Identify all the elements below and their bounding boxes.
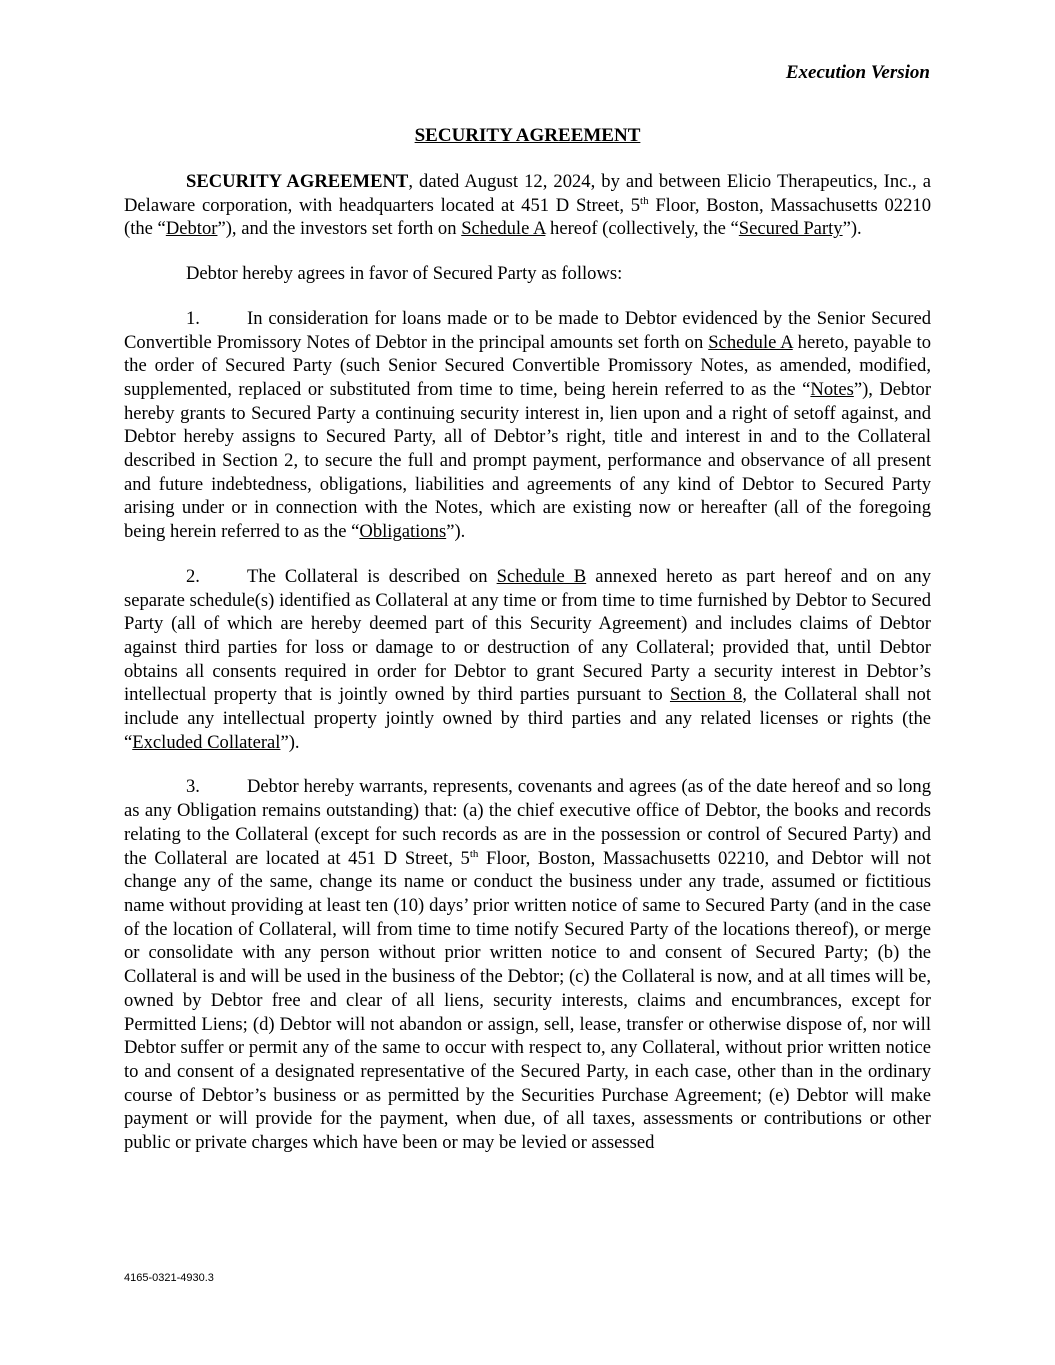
agree-paragraph: Debtor hereby agrees in favor of Secured Party as follows: [186,263,623,285]
s2-text-1: The Collateral is described on [247,565,497,587]
s1-text-1: In consideration for loans made or to be made to Debtor evidenced by the Senior Secured Convertible Promissory Notes of Debtor in the principal amounts set forth on [124,307,931,353]
s3-text-2: Floor, Boston, Massachusetts 02210, and Debtor will not change any of the same, change its name or conduct the business under any trade, assumed or fictitious name without providing at least ten (10) days’ prior written notice of same to Secured Party (and in the case of the location of Collateral, will from time to time notify Secured Party of the locations thereof), or merge or consolidate with any person without prior written notice to and consent of Secured Party; (b) the Collateral is and will be used in the business of the Debtor; (c) the Collateral is now, and at all times will be, owned by Debtor free and clear of all liens, security interests, claims and encumbrances, except for Permitted Liens; (d) Debtor will not abandon or assign, sell, lease, transfer or otherwise dispose of, nor will Debtor suffer or permit any of the same to occur with respect to, any Collateral, without prior written notice to and consent of a designated representative of the Secured Party, in each case, other than in the ordinary course of Debtor’s business or as permitted by the Securities Purchase Agreement; (e) Debtor will make payment or will provide for the payment, when due, of all taxes, assessments or contributions or other public or private charges which have been or may be levied or assessed [124,847,931,1154]
intro-paragraph [124,170,931,241]
section-1-paragraph [124,307,931,544]
intro-lead: SECURITY AGREEMENT [186,171,409,192]
s2-text-2: annexed hereto as part hereof and on any separate schedule(s) identified as Collateral at any time or from time to time furnished by Debtor to Secured Party (all of which are hereby deemed part of this Security Agreement) and includes claims of Debtor against third parties for loss or damage to or destruction of any Collateral; provided that, until Debtor obtains all consents required in order for Debtor to grant Secured Party a security interest in Debtor’s intellectual property that is jointly owned by third parties pursuant to [124,565,931,706]
schedule-a-ref: Schedule A [461,218,546,240]
schedule-b-ref: Schedule B [496,565,587,587]
s1-text-2: hereto, payable to the order of Secured Party (such Senior Secured Convertible Promissory Notes, as amended, modified, supplemented, replaced or substituted from time to time, being herein referred to as the “ [124,331,931,400]
s1-schedule-a-ref: Schedule A [708,331,793,353]
s3-sup: th [469,847,479,860]
s2-text-3: , the Collateral shall not include any intellectual property jointly owned by third parties and any related licenses or rights (the “ [124,684,931,753]
secured-party-defined-term: Secured Party [738,218,843,240]
excluded-collateral-defined-term: Excluded Collateral [132,731,281,753]
execution-version-label: Execution Version [785,62,930,83]
section-3-paragraph [124,775,931,1154]
section-8-ref: Section 8 [669,684,743,706]
intro-text-3: ”), and the investors set forth on [217,218,462,240]
section-2-paragraph [124,565,931,755]
document-body [124,170,931,1176]
s3-text-1: Debtor hereby warrants, represents, covenants and agrees (as of the date hereof and so long as any Obligation remains outstanding) that: (a) the chief executive office of Debtor, the books and records relating to the Collateral (except for such records as are in the possession or control of Secured Party) and the Collateral are located at 451 D Street, 5 [124,776,931,869]
intro-sup: th [640,194,649,207]
intro-text-2: Floor, Boston, Massachusetts 02210 (the “ [124,194,931,240]
intro-text-1: , dated August 12, 2024, by and between Elicio Therapeutics, Inc., a Delaware corporation, with headquarters located at 451 D Street, 5 [124,171,932,216]
intro-text-4: hereof (collectively, the “ [545,218,739,240]
intro-text-5: ”). [842,218,862,240]
section-3-number: 3. [186,776,200,798]
document-title: SECURITY AGREEMENT [414,125,641,146]
s1-text-4: ”). [446,521,466,543]
obligations-defined-term: Obligations [359,521,447,543]
notes-defined-term: Notes [810,378,854,400]
debtor-defined-term: Debtor [165,218,218,240]
document-id-footer: 4165-0321-4930.3 [124,1272,214,1284]
section-2-number: 2. [186,565,200,587]
s2-text-4: ”). [280,731,300,753]
section-1-number: 1. [186,307,200,329]
s1-text-3: ”), Debtor hereby grants to Secured Party a continuing security interest in, lien upon and a right of setoff against, and Debtor hereby assigns to Secured Party, all of Debtor’s right, title and interest in and to the Collateral described in Section 2, to secure the full and prompt payment, performance and observance of all present and future indebtedness, obligations, liabilities and agreements of any kind of Debtor to Secured Party arising under or in connection with the Notes, which are existing now or hereafter (all of the foregoing being herein referred to as the “ [124,378,932,543]
